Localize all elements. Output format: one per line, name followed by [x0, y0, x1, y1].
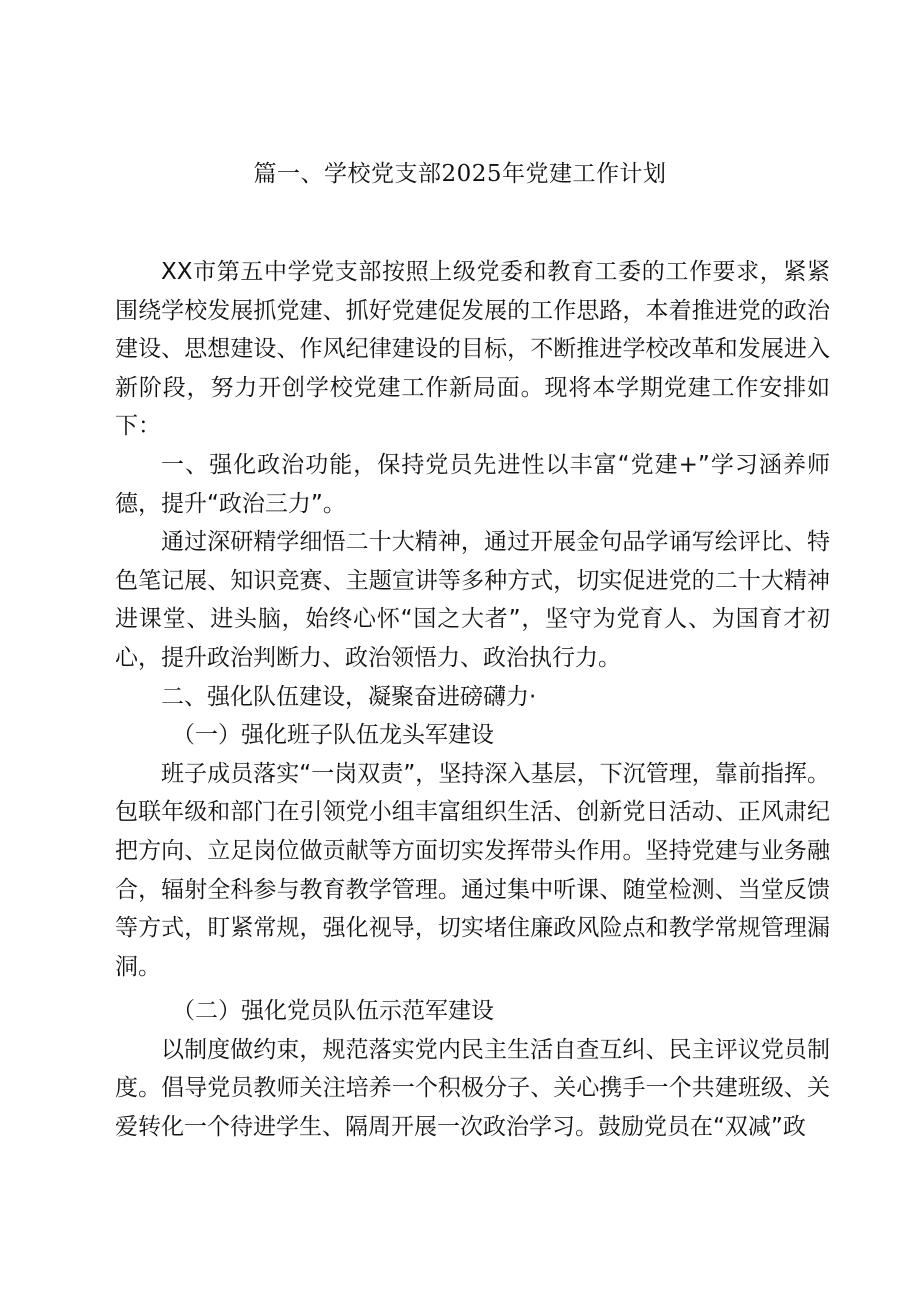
subsection-heading-1: （一）强化班子队伍龙头军建设 [172, 722, 494, 749]
subsection-2-paragraph: 以制度做约束，规范落实党内民主生活自查互纠、民主评议党员制度。倡导党员教师关注培养一个积极分子、关心携手一个共建班级、关爱转化一个待进学生、隔周开展一次政治学习。鼓励党员在“双减”政 [115, 1036, 830, 1141]
document-title: 篇一、学校党支部2025年党建工作计划 [253, 161, 667, 187]
section-1-paragraph: 通过深研精学细悟二十大精神，通过开展金句品学诵写绘评比、特色笔记展、知识竞赛、主题宣讲等多种方式，切实促进党的二十大精神进课堂、进头脑，始终心怀“国之大者”，坚守为党育人、为国育才初心，提升政治判断力、政治领悟力、政治执行力。 [115, 529, 830, 671]
section-heading-2: 二、强化队伍建设，凝聚奋进磅礴力· [161, 683, 537, 710]
document-body [115, 253, 830, 1147]
subsection-1-paragraph: 班子成员落实“一岗双责”，坚持深入基层，下沉管理，靠前指挥。包联年级和部门在引领党小组丰富组织生活、创新党日活动、正风肃纪把方向、立足岗位做贡献等方面切实发挥带头作用。坚持党建与业务融合，辐射全科参与教育教学管理。通过集中听课、随堂检测、当堂反馈等方式，盯紧常规，强化视导，切实堵住廉政风险点和教学常规管理漏洞。 [115, 760, 830, 980]
section-heading-1: 一、强化政治功能，保持党员先进性以丰富“党建+”学习涵养师德，提升“政治三力”。 [115, 451, 830, 517]
intro-paragraph: XX市第五中学党支部按照上级党委和教育工委的工作要求，紧紧围绕学校发展抓党建、抓好党建促发展的工作思路，本着推进党的政治建设、思想建设、作风纪律建设的目标，不断推进学校改革和发展进入新阶段，努力开创学校党建工作新局面。现将本学期党建工作安排如下： [115, 259, 830, 440]
subsection-heading-2: （二）强化党员队伍示范军建设 [172, 998, 494, 1025]
